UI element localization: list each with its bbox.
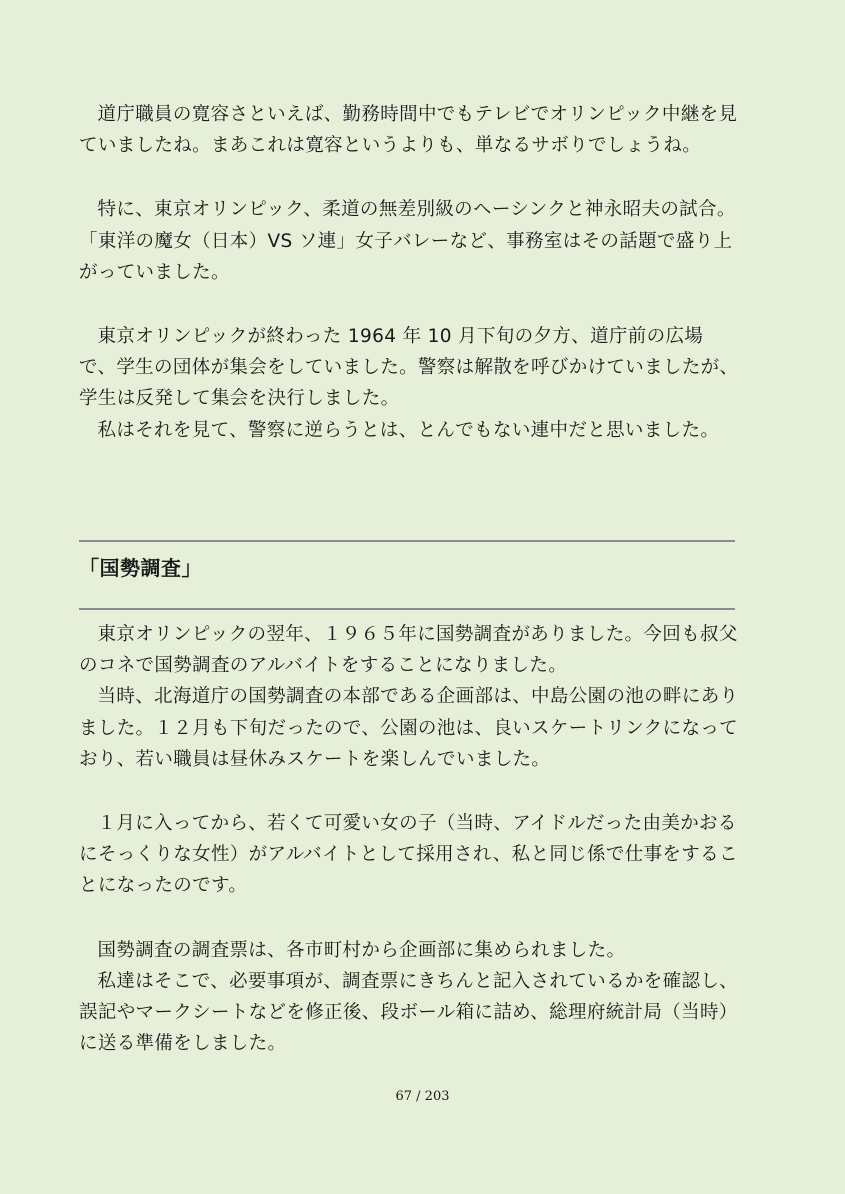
section-olympics-text: [79, 99, 739, 446]
paragraph: 私はそれを見て、警察に逆らうとは、とんでもない連中だと思いました。: [97, 419, 720, 441]
section-census-text: [79, 619, 739, 1059]
paragraph-gap: [79, 902, 739, 935]
section-divider-top: [79, 540, 735, 542]
paragraph: 私達はそこで、必要事項が、調査票にきちんと記入されているかを確認し、誤記やマークシートなどを修正後、段ボール箱に詰め、総理府統計局（当時）に送る準備をしました。: [79, 970, 739, 1055]
paragraph-gap: [79, 288, 739, 321]
paragraph-gap: [79, 775, 739, 808]
section-divider-bottom: [79, 608, 735, 610]
paragraph: １月に入ってから、若くて可愛い女の子（当時、アイドルだった由美かおるにそっくりな女性）がアルバイトとして採用され、私と同じ係で仕事をすることになったのです。: [79, 813, 738, 897]
paragraph: 東京オリンピックが終わった 1964 年 10 月下旬の夕方、道庁前の広場で、学生の団体が集会をしていました。警察は解散を呼びかけていましたが、学生は反発して集会を決行しました。: [79, 326, 739, 410]
section-heading: 「国勢調査」: [79, 556, 202, 580]
paragraph: 特に、東京オリンピック、柔道の無差別級のヘーシンクと神永昭夫の試合。「東洋の魔女（日本）VS ソ連」女子バレーなど、事務室はその話題で盛り上がっていました。: [79, 199, 736, 283]
page-number: 67 / 203: [395, 1089, 450, 1104]
paragraph: 当時、北海道庁の国勢調査の本部である企画部は、中島公園の池の畔にありました。１２月も下旬だったので、公園の池は、良いスケートリンクになっており、若い職員は昼休みスケートを楽しんでいました。: [79, 686, 739, 770]
paragraph: 東京オリンピックの翌年、１９６５年に国勢調査がありました。今回も叔父のコネで国勢調査のアルバイトをすることになりました。: [79, 624, 738, 677]
paragraph: 道庁職員の寛容さといえば、勤務時間中でもテレビでオリンピック中継を見ていましたね。まあこれは寛容というよりも、単なるサボりでしょうね。: [79, 104, 738, 157]
paragraph-gap: [79, 161, 739, 194]
paragraph: 国勢調査の調査票は、各市町村から企画部に集められました。: [97, 939, 626, 961]
